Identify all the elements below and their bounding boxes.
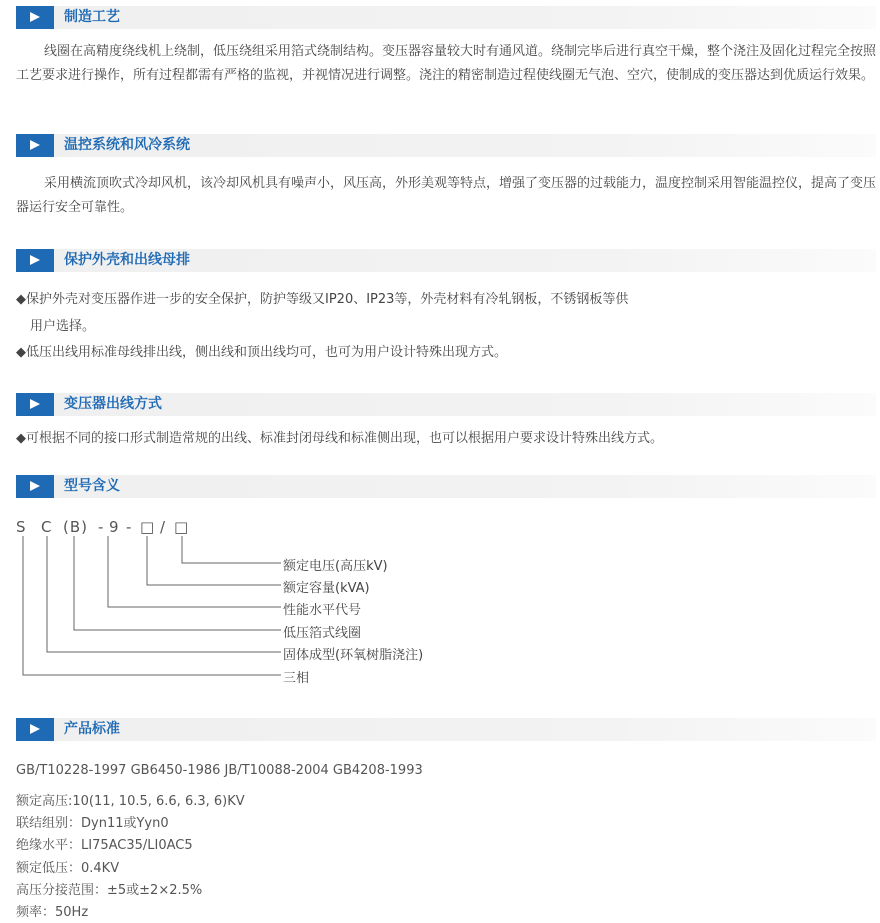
play-triangle-icon bbox=[30, 481, 40, 491]
section-body-manufacturing: 线圈在高精度绕线机上绕制，低压绕组采用箔式绕制结构。变压器容量较大时有通风道。绕制完毕后进行真空干燥，整个浇注及固化过程完全按照工艺要求进行操作，所有过程都需有严格的监视，并视情况进行调整。浇注的精密制造过程使线圈无气泡、空穴，使制成的变压器达到优质运行效果。 bbox=[16, 44, 877, 83]
section-title: 温控系统和风冷系统 bbox=[64, 137, 190, 153]
spec-tap-range: 高压分接范围：±5或±2×2.5% bbox=[16, 883, 203, 898]
section-header-enclosure bbox=[16, 249, 876, 272]
play-triangle-icon bbox=[30, 724, 40, 734]
model-char: / bbox=[160, 518, 167, 536]
bullet-item bbox=[16, 425, 876, 452]
bullet-line: ◆可根据不同的接口形式制造常规的出线、标准封闭母线和标准侧出现，也可以根据用户要求设计特殊出线方式。 bbox=[16, 431, 663, 446]
bullet-line-cont: 用户选择。 bbox=[30, 319, 96, 334]
section-title: 制造工艺 bbox=[64, 9, 120, 25]
play-triangle-icon bbox=[30, 140, 40, 150]
play-triangle-icon bbox=[30, 255, 40, 265]
legend-label-resin-cast: 固体成型(环氧树脂浇注) bbox=[283, 648, 424, 663]
section-header-cooling bbox=[16, 134, 876, 157]
section-header-outlet bbox=[16, 393, 876, 416]
section-marker bbox=[16, 249, 54, 272]
section-marker bbox=[16, 475, 54, 498]
bullet-line: ◆低压出线用标准母线排出线，侧出线和顶出线均可，也可为用户设计特殊出现方式。 bbox=[16, 345, 507, 360]
bullet-line: ◆保护外壳对变压器作进一步的安全保护，防护等级又IP20、IP23等，外壳材料有冷轧钢板，不锈钢板等供 bbox=[16, 292, 629, 307]
standard-codes: GB/T10228-1997 GB6450-1986 JB/T10088-2004 GB4208-1993 bbox=[16, 763, 423, 778]
section-title: 保护外壳和出线母排 bbox=[64, 252, 190, 268]
section-header-manufacturing bbox=[16, 6, 876, 29]
model-char: □ bbox=[140, 518, 156, 536]
model-char: - bbox=[98, 518, 105, 536]
legend-label-foil-coil: 低压箔式线圈 bbox=[283, 626, 362, 641]
section-body-cooling: 采用横流顶吹式冷却风机，该冷却风机具有噪声小，风压高，外形美观等特点，增强了变压器的过载能力，温度控制采用智能温控仪，提高了变压器运行安全可靠性。 bbox=[16, 176, 877, 215]
legend-connector bbox=[108, 536, 281, 607]
spec-rated-lv: 额定低压：0.4KV bbox=[16, 861, 120, 876]
legend-connector bbox=[147, 536, 281, 585]
section-header-model bbox=[16, 475, 876, 498]
spec-insulation-level: 绝缘水平：LI75AC35/LI0AC5 bbox=[16, 838, 193, 853]
play-triangle-icon bbox=[30, 12, 40, 22]
section-marker bbox=[16, 718, 54, 741]
legend-label-capacity: 额定容量(kVA) bbox=[283, 581, 370, 596]
spec-rated-hv: 额定高压:10(11, 10.5, 6.6, 6.3, 6)KV bbox=[16, 794, 245, 809]
legend-label-voltage: 额定电压(高压kV) bbox=[283, 559, 388, 574]
bullet-item bbox=[16, 286, 876, 340]
section-title: 型号含义 bbox=[64, 478, 120, 494]
spec-frequency: 频率：50Hz bbox=[16, 905, 89, 920]
section-title: 变压器出线方式 bbox=[64, 396, 162, 412]
model-char: (B) bbox=[63, 518, 88, 536]
legend-label-three-phase: 三相 bbox=[283, 671, 310, 686]
legend-connector bbox=[74, 536, 281, 630]
section-title: 产品标准 bbox=[64, 721, 120, 737]
legend-connector bbox=[47, 536, 281, 652]
section-marker bbox=[16, 134, 54, 157]
model-char: C bbox=[41, 518, 53, 536]
legend-connector bbox=[23, 536, 281, 675]
spec-vector-group: 联结组别：Dyn11或Yyn0 bbox=[16, 816, 169, 831]
play-triangle-icon bbox=[30, 399, 40, 409]
model-char: - bbox=[126, 518, 133, 536]
model-char: 9 bbox=[109, 518, 120, 536]
model-char: S bbox=[16, 518, 27, 536]
legend-label-performance: 性能水平代号 bbox=[283, 603, 362, 618]
section-header-standards bbox=[16, 718, 876, 741]
section-marker bbox=[16, 393, 54, 416]
legend-connector bbox=[182, 536, 281, 563]
section-marker bbox=[16, 6, 54, 29]
model-legend-lines bbox=[16, 530, 286, 682]
bullet-item bbox=[16, 339, 876, 366]
model-char: □ bbox=[174, 518, 190, 536]
